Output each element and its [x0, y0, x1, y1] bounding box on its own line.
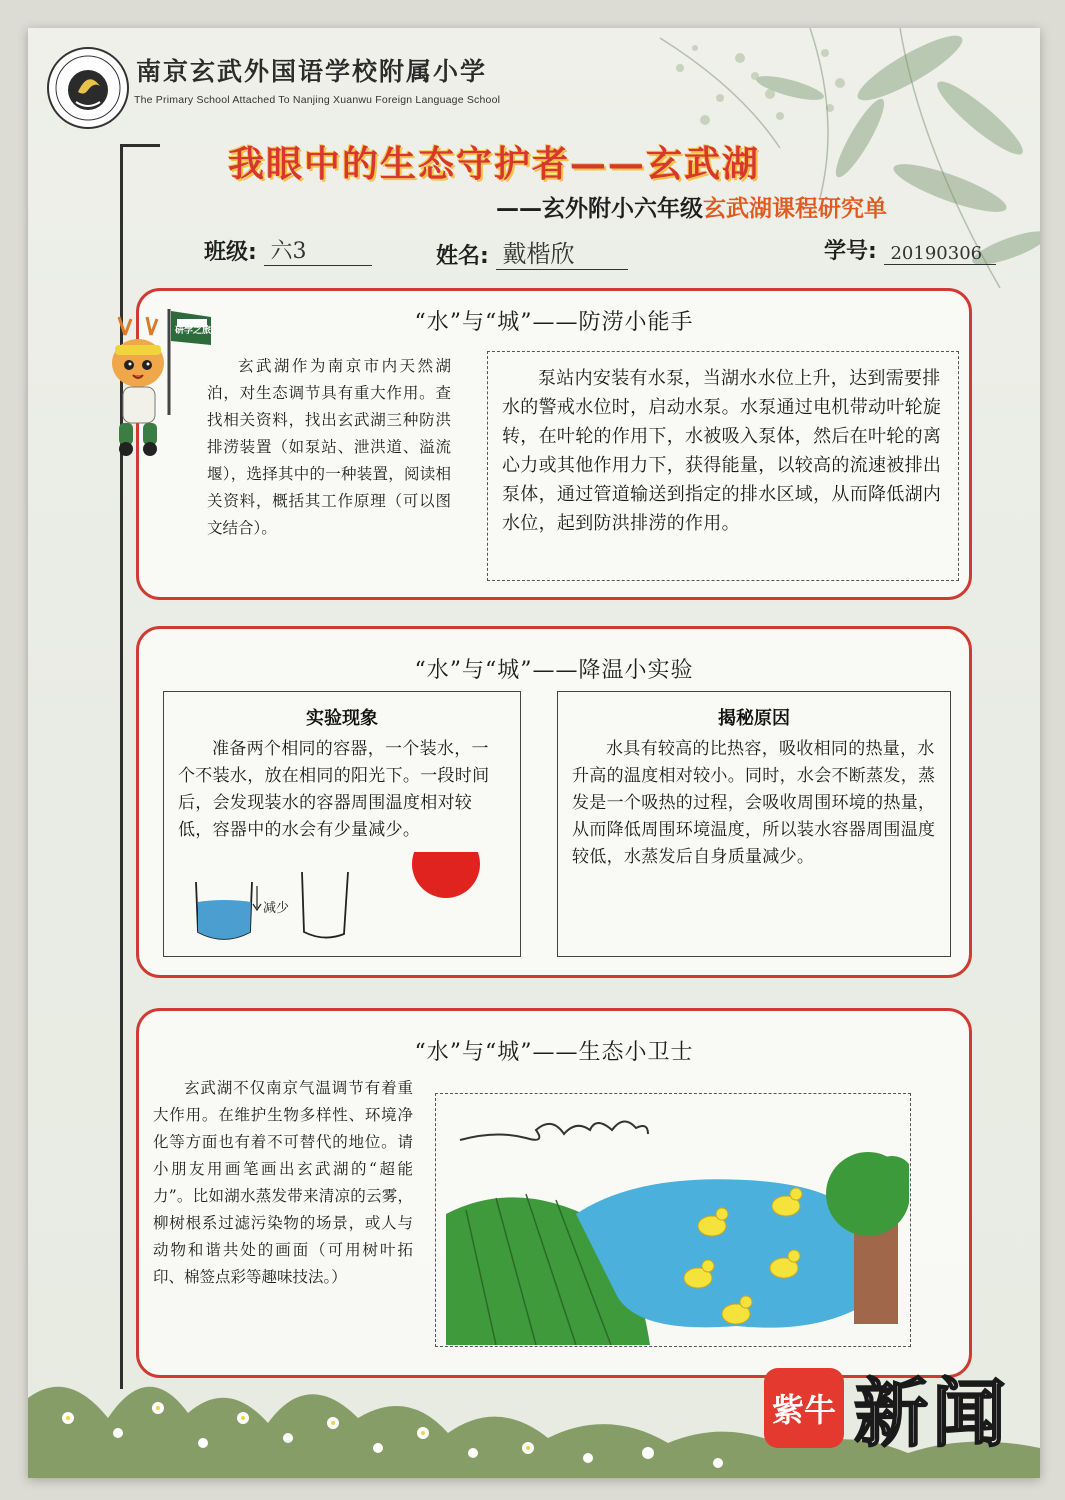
main-title: 我眼中的生态守护者——玄武湖 — [228, 143, 761, 185]
reduced-label: 减少 — [263, 901, 290, 916]
phenomenon-heading: 实验现象 — [306, 708, 378, 729]
section1-prompt: 玄武湖作为南京市内天然湖泊，对生态调节具有重大作用。查找相关资料，找出玄武湖三种防洪排涝装置（如泵站、泄洪道、溢流堰），选择其中的一种装置，阅读相关资料，概括其工作原理（可以图文结合）。 — [207, 357, 451, 537]
flag-label: 研学之旅 — [175, 326, 212, 336]
name-label: 姓名: — [436, 244, 489, 269]
subtitle — [496, 190, 887, 223]
watermark-badge: 紫牛 — [764, 1368, 844, 1448]
school-name-cn: 南京玄武外国语学校附属小学 — [136, 57, 488, 86]
reason-heading: 揭秘原因 — [718, 708, 790, 729]
subtitle-grade: ——玄外附小六年级 — [496, 196, 703, 222]
worksheet-paper — [28, 28, 1040, 1478]
name-field — [436, 234, 628, 270]
frame-line-top — [120, 144, 160, 147]
section1-answer: 泵站内安装有水泵，当湖水水位上升，达到需要排水的警戒水位时，启动水泵。水泵通过电机带动叶轮旋转，在叶轮的作用下，水被吸入泵体，然后在叶轮的离心力或其他作用力下，获得能量，以较高的流速被排出泵体，通过管道输送到指定的排水区域，从而降低湖内水位，起到防洪排涝的作用。 — [502, 368, 942, 534]
reason-box — [557, 691, 951, 957]
class-field — [204, 234, 372, 266]
drawing-box — [435, 1093, 911, 1347]
class-value: 六3 — [264, 234, 372, 266]
lake-drawing — [436, 1094, 909, 1345]
watermark-text: 新闻 — [854, 1371, 1010, 1457]
reason-text: 水具有较高的比热容，吸收相同的热量，水升高的温度相对较小。同时，水会不断蒸发，蒸发是一个吸热的过程，会吸收周围环境的热量，从而降低周围环境温度，所以装水容器周围温度较低，水蒸发后自身质量减少。 — [572, 739, 936, 867]
name-value: 戴楷欣 — [496, 234, 628, 270]
section3-prompt: 玄武湖不仅南京气温调节有着重大作用。在维护生物多样性、环境净化等方面也有着不可替代的地位。请小朋友用画笔画出玄武湖的“超能力”。比如湖水蒸发带来清凉的云雾，柳树根系过滤污染物的场景，或人与动物和谐共处的画面（可用树叶拓印、棉签点彩等趣味技法。） — [153, 1079, 413, 1286]
student-id-value: 20190306 — [884, 243, 996, 265]
school-logo-icon — [46, 46, 130, 130]
student-id-label: 学号: — [824, 239, 877, 264]
section-eco-guardian — [136, 1008, 972, 1378]
watermark — [764, 1368, 1010, 1457]
subtitle-course: 玄武湖课程研究单 — [703, 196, 887, 222]
section-title: “水”与“城”——生态小卫士 — [414, 1040, 694, 1065]
section-cooling-experiment — [136, 626, 972, 978]
section-flood-control — [136, 288, 972, 600]
class-label: 班级: — [204, 240, 257, 265]
phenomenon-box — [163, 691, 521, 957]
school-name-en: The Primary School Attached To Nanjing Xuanwu Foreign Language School — [134, 94, 501, 106]
experiment-drawing — [184, 852, 504, 952]
student-id-field — [824, 234, 996, 265]
section-title: “水”与“城”——降温小实验 — [414, 658, 694, 683]
phenomenon-text: 准备两个相同的容器，一个装水，一个不装水，放在相同的阳光下。一段时间后，会发现装水的容器周围温度相对较低，容器中的水会有少量减少。 — [178, 739, 490, 840]
section1-answer-box — [487, 351, 959, 581]
section-title: “水”与“城”——防涝小能手 — [414, 310, 694, 335]
